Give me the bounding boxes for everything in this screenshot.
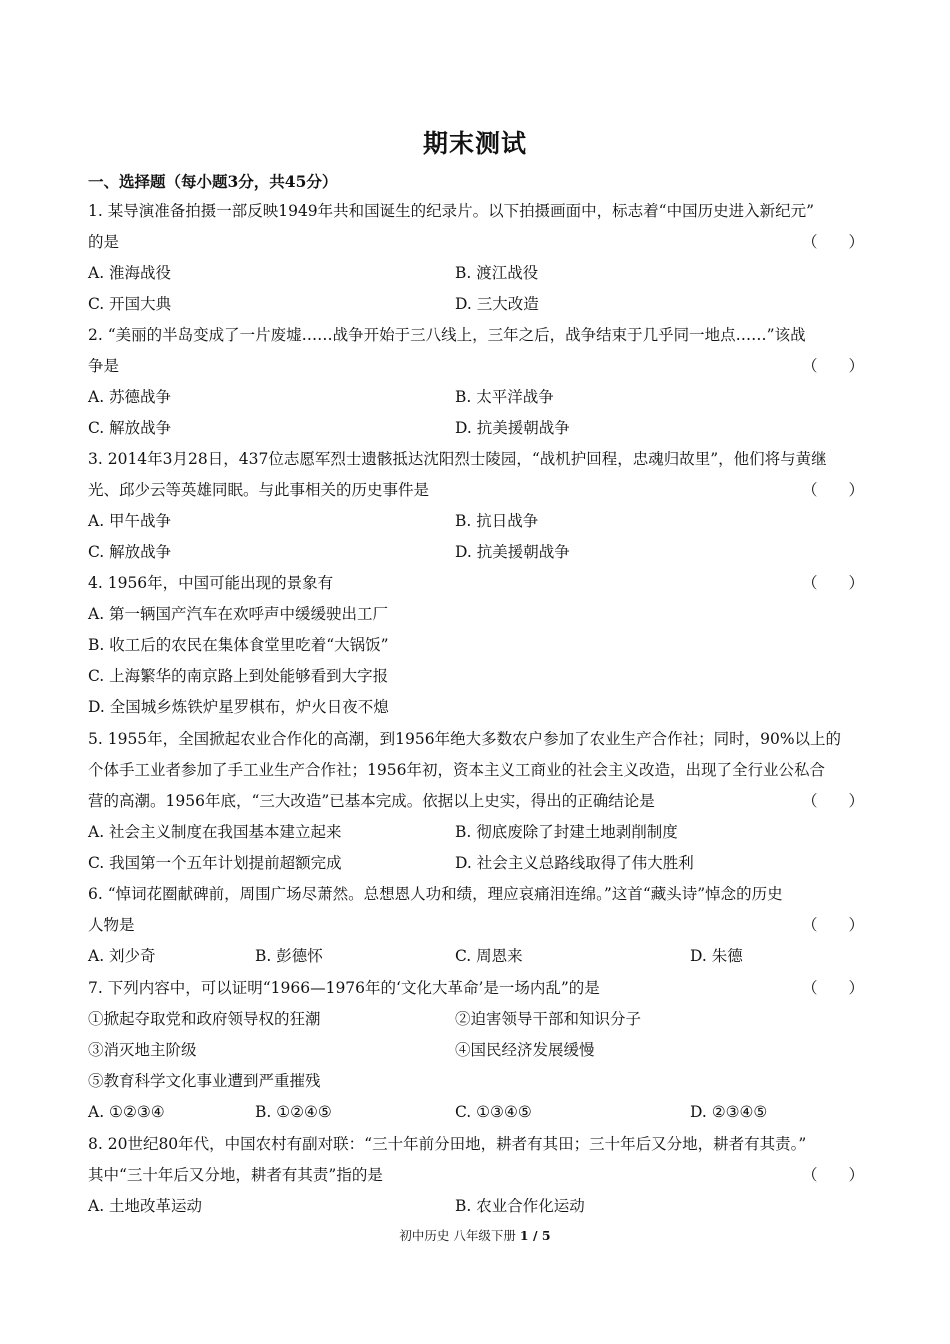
question-3-text: 3. 2014年3月28日，437位志愿军烈士遗骸抵达沈阳烈士陵园，“战机护回程，忠魂归故里”，他们将与黄继 bbox=[88, 450, 827, 468]
question-7-option-c: C. ①③④⑤ bbox=[455, 1103, 532, 1121]
question-6-option-d: D. 朱德 bbox=[690, 947, 743, 965]
question-3-option-c: C. 解放战争 bbox=[88, 543, 172, 561]
question-7-item-2: ②迫害领导干部和知识分子 bbox=[455, 1010, 642, 1028]
question-5-text-cont: 营的高潮。1956年底，“三大改造”已基本完成。依据以上史实，得出的正确结论是 bbox=[88, 792, 655, 810]
question-7-item-3: ③消灭地主阶级 bbox=[88, 1041, 197, 1059]
question-2-text: 2. “美丽的半岛变成了一片废墟……战争开始于三八线上，三年之后，战争结束于几乎同一地点……”该战 bbox=[88, 326, 806, 344]
question-6-option-a: A. 刘少奇 bbox=[88, 947, 156, 965]
question-4-option-a: A. 第一辆国产汽车在欢呼声中缓缓驶出工厂 bbox=[88, 605, 389, 623]
question-6-text-cont: 人物是 bbox=[88, 916, 135, 934]
question-8-text: 8. 20世纪80年代，中国农村有副对联：“三十年前分田地，耕者有其田；三十年后又分地，耕者有其责。” bbox=[88, 1135, 807, 1153]
question-1-option-a: A. 淮海战役 bbox=[88, 264, 172, 282]
page-footer bbox=[0, 1226, 950, 1244]
answer-bracket: （ ） bbox=[801, 574, 864, 592]
answer-bracket: （ ） bbox=[801, 979, 864, 997]
answer-bracket: （ ） bbox=[801, 916, 864, 934]
question-2-text-cont: 争是 bbox=[88, 357, 120, 375]
question-7-item-5: ⑤教育科学文化事业遭到严重摧残 bbox=[88, 1072, 321, 1090]
question-8-option-b: B. 农业合作化运动 bbox=[455, 1197, 585, 1215]
question-4-option-b: B. 收工后的农民在集体食堂里吃着“大锅饭” bbox=[88, 636, 389, 654]
question-6-option-b: B. 彭德怀 bbox=[255, 947, 323, 965]
section-heading: 一、选择题（每小题3分，共45分） bbox=[88, 172, 338, 191]
question-7-option-d: D. ②③④⑤ bbox=[690, 1103, 768, 1121]
question-7-option-a: A. ①②③④ bbox=[88, 1103, 165, 1121]
page-title: 期末测试 bbox=[422, 129, 527, 158]
question-2-option-b: B. 太平洋战争 bbox=[455, 388, 554, 406]
question-7-option-b: B. ①②④⑤ bbox=[255, 1103, 332, 1121]
question-3-option-b: B. 抗日战争 bbox=[455, 512, 539, 530]
answer-bracket: （ ） bbox=[801, 792, 864, 810]
question-3-option-d: D. 抗美援朝战争 bbox=[455, 543, 570, 561]
question-5-option-b: B. 彻底废除了封建土地剥削制度 bbox=[455, 823, 678, 841]
question-7-item-4: ④国民经济发展缓慢 bbox=[455, 1041, 595, 1059]
question-1-option-d: D. 三大改造 bbox=[455, 295, 539, 313]
question-5-option-a: A. 社会主义制度在我国基本建立起来 bbox=[88, 823, 342, 841]
answer-bracket: （ ） bbox=[801, 481, 864, 499]
answer-bracket: （ ） bbox=[801, 233, 864, 251]
answer-bracket: （ ） bbox=[801, 357, 864, 375]
question-8-option-a: A. 土地改革运动 bbox=[88, 1197, 203, 1215]
question-4-option-c: C. 上海繁华的南京路上到处能够看到大字报 bbox=[88, 667, 389, 685]
question-4-option-d: D. 全国城乡炼铁炉星罗棋布，炉火日夜不熄 bbox=[88, 698, 389, 716]
answer-bracket: （ ） bbox=[801, 1166, 864, 1184]
question-6-text: 6. “悼词花圈献碑前，周围广场尽萧然。总想恩人功和绩，理应哀痛泪连绵。”这首“藏头诗”悼念的历史 bbox=[88, 885, 783, 903]
question-1-text-cont: 的是 bbox=[88, 233, 120, 251]
question-5-option-c: C. 我国第一个五年计划提前超额完成 bbox=[88, 854, 342, 872]
question-7-item-1: ①掀起夺取党和政府领导权的狂潮 bbox=[88, 1010, 321, 1028]
page-number: 1 / 5 bbox=[519, 1228, 551, 1243]
question-6-option-c: C. 周恩来 bbox=[455, 947, 523, 965]
question-5-text-cont: 个体手工业者参加了手工业生产合作社；1956年初，资本主义工商业的社会主义改造，出现了全行业公私合 bbox=[88, 761, 825, 779]
question-5-text: 5. 1955年，全国掀起农业合作化的高潮，到1956年绝大多数农户参加了农业生产合作社；同时，90%以上的 bbox=[88, 730, 842, 748]
question-1-text: 1. 某导演准备拍摄一部反映1949年共和国诞生的纪录片。以下拍摄画面中，标志着“中国历史进入新纪元” bbox=[88, 202, 815, 220]
question-5-option-d: D. 社会主义总路线取得了伟大胜利 bbox=[455, 854, 694, 872]
footer-course: 初中历史 八年级下册 bbox=[399, 1228, 516, 1243]
question-2-option-c: C. 解放战争 bbox=[88, 419, 172, 437]
question-1-option-b: B. 渡江战役 bbox=[455, 264, 539, 282]
question-4-text: 4. 1956年，中国可能出现的景象有 bbox=[88, 574, 334, 592]
question-1-option-c: C. 开国大典 bbox=[88, 295, 172, 313]
question-2-option-d: D. 抗美援朝战争 bbox=[455, 419, 570, 437]
question-3-option-a: A. 甲午战争 bbox=[88, 512, 172, 530]
question-7-text: 7. 下列内容中，可以证明“1966—1976年的‘文化大革命’是一场内乱”的是 bbox=[88, 979, 600, 997]
question-2-option-a: A. 苏德战争 bbox=[88, 388, 172, 406]
question-3-text-cont: 光、邱少云等英雄同眠。与此事相关的历史事件是 bbox=[88, 481, 430, 499]
question-8-text-cont: 其中“三十年后又分地，耕者有其责”指的是 bbox=[88, 1166, 383, 1184]
